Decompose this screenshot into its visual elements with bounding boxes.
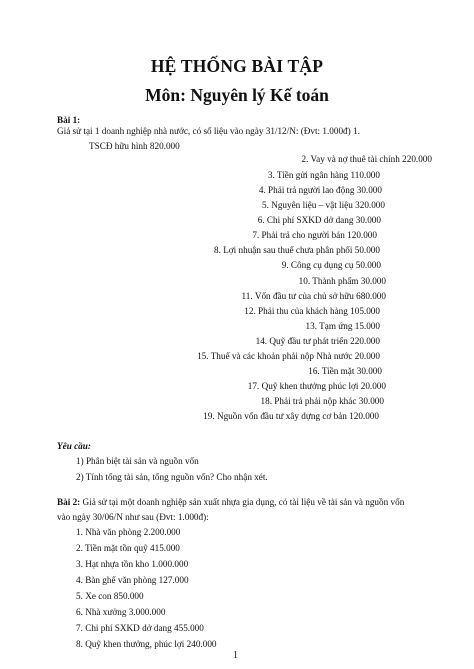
- exercise-1-item: 10. Thành phẩm 30.000: [298, 276, 386, 286]
- exercise-2-item: 5. Xe con 850.000: [76, 591, 144, 601]
- requirement-item: 1) Phân biệt tài sản và nguồn vốn: [76, 456, 199, 466]
- exercise-1-item: 17. Quỹ khen thưởng phúc lợi 20.000: [247, 381, 386, 391]
- exercise-2-intro-line: [57, 497, 404, 508]
- subject-title: Môn: Nguyên lý Kế toán: [145, 85, 329, 105]
- exercise-1-heading: Bài 1:: [57, 115, 81, 125]
- exercise-2-item: 1. Nhà văn phòng 2.200.000: [76, 527, 181, 537]
- exercise-1-item: 14. Quỹ đầu tư phát triển 220.000: [255, 336, 380, 346]
- exercise-1-item: 19. Nguồn vốn đầu tư xây dựng cơ bản 120.000: [203, 411, 379, 421]
- exercise-2-item: 3. Hạt nhựa tồn kho 1.000.000: [76, 559, 189, 569]
- exercise-2-item: 4. Bàn ghế văn phòng 127.000: [76, 575, 189, 585]
- exercise-1-item: 2. Vay và nợ thuê tài chính 220.000: [301, 154, 432, 164]
- exercise-2-intro-text: Giả sử tại một doanh nghiệp sản xuất nhựa gia dụng, có tài liệu về tài sản và nguồn vốn: [80, 497, 405, 507]
- exercise-1-item: 5. Nguyên liệu – vật liệu 320.000: [262, 200, 385, 210]
- page-number: 1: [233, 650, 238, 661]
- requirements-heading: Yêu cầu:: [57, 441, 91, 451]
- exercise-1-item: 9. Công cụ dụng cụ 50.000: [281, 260, 381, 270]
- exercise-1-item: 7. Phải trả cho người bán 120.000: [252, 230, 377, 240]
- exercise-1-item: 15. Thuế và các khoản phải nộp Nhà nước 20.000: [197, 351, 380, 361]
- exercise-1-item: 4. Phải trả người lao động 30.000: [258, 185, 382, 195]
- exercise-1-item: 18. Phải trả phải nộp khác 30.000: [260, 396, 384, 406]
- page-title: HỆ THỐNG BÀI TẬP: [150, 56, 324, 76]
- exercise-1-item: 13. Tạm ứng 15.000: [305, 321, 380, 331]
- exercise-1-intro: Giả sử tại 1 doanh nghiệp nhà nước, có số liệu vào ngày 31/12/N: (Đvt: 1.000đ) 1.: [57, 126, 360, 136]
- exercise-1-item: 8. Lợi nhuận sau thuế chưa phân phối 50.000: [214, 245, 380, 255]
- exercise-2-intro-line2: vào ngày 30/06/N như sau (Đvt: 1.000đ):: [57, 512, 209, 522]
- exercise-2-heading: Bài 2:: [57, 497, 81, 507]
- exercise-1-item: 3. Tiền gửi ngân hàng 110.000: [267, 170, 380, 180]
- exercise-1-item: 12. Phải thu của khách hàng 105.000: [244, 306, 380, 316]
- exercise-1-item: 16. Tiền mặt 30.000: [308, 366, 382, 376]
- exercise-2-item: 7. Chi phí SXKD dở dang 455.000: [76, 623, 204, 633]
- requirement-item: 2) Tính tổng tài sản, tổng nguồn vốn? Cho nhận xét.: [76, 472, 268, 482]
- exercise-1-item: 6. Chi phí SXKD dở dang 30.000: [257, 215, 381, 225]
- exercise-2-item: 2. Tiền mặt tồn quỹ 415.000: [76, 543, 180, 553]
- exercise-2-item: 6. Nhà xưởng 3.000.000: [76, 607, 166, 617]
- exercise-2-item: 8. Quỹ khen thưởng, phúc lợi 240.000: [76, 639, 217, 649]
- exercise-1-item: 11. Vốn đầu tư của chủ sở hữu 680.000: [241, 291, 386, 301]
- exercise-1-item: TSCĐ hữu hình 820.000: [89, 141, 180, 151]
